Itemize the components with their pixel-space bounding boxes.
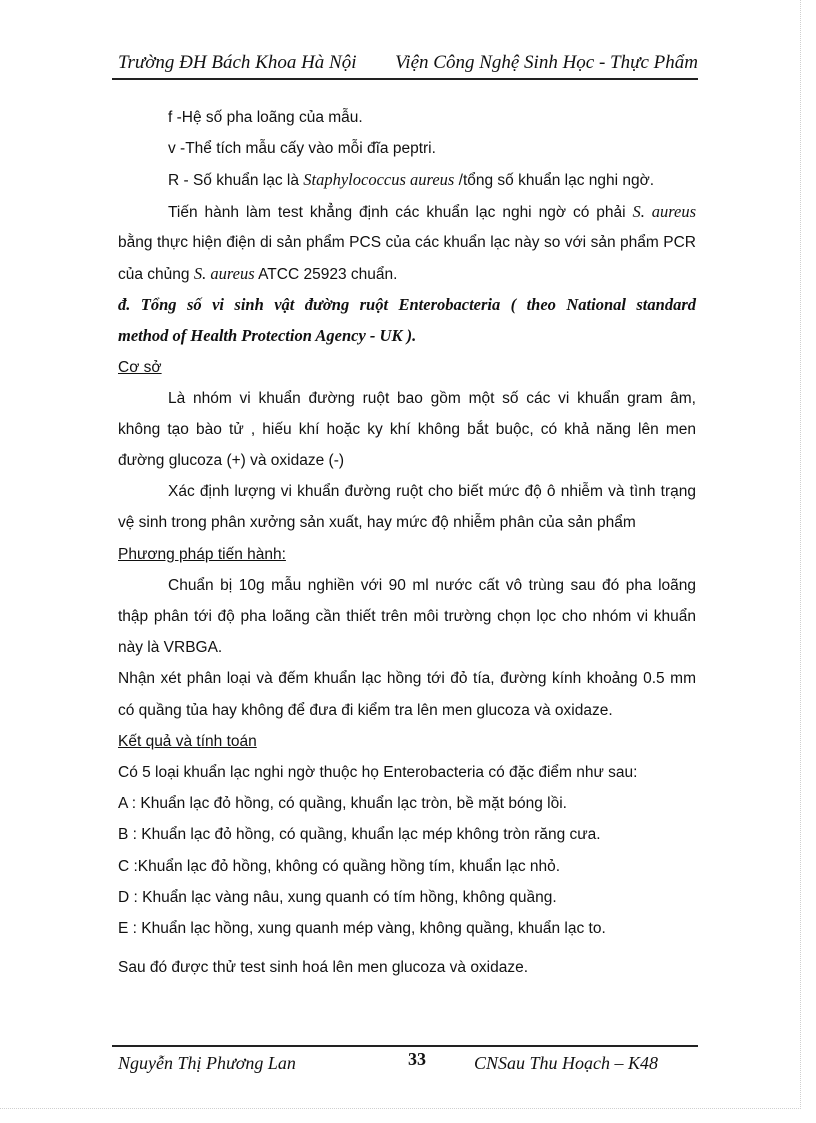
text-line: Xác định lượng vi khuẩn đường ruột cho biết mức độ ô nhiễm và tình trạng bbox=[168, 483, 696, 501]
text-line: có quầng tủa hay không để đưa đi kiểm tra lên men glucoza và oxidaze. bbox=[118, 701, 613, 719]
page-number: 33 bbox=[408, 1049, 426, 1069]
list-item: E : Khuẩn lạc hồng, xung quanh mép vàng, không quầng, khuẩn lạc to. bbox=[118, 919, 606, 937]
header-school: Trường ĐH Bách Khoa Hà Nội bbox=[118, 52, 357, 73]
document-body bbox=[118, 102, 696, 983]
footer-course: CNSau Thu Hoạch – K48 bbox=[474, 1053, 659, 1073]
text-line: Sau đó được thử test sinh hoá lên men glucoza và oxidaze. bbox=[118, 959, 529, 977]
text-line: Nhận xét phân loại và đếm khuẩn lạc hồng tới đỏ tía, đường kính khoảng 0.5 mm bbox=[118, 670, 696, 688]
list-item: C :Khuẩn lạc đỏ hồng, không có quầng hồng tím, khuẩn lạc nhỏ. bbox=[118, 857, 561, 875]
list-item: D : Khuẩn lạc vàng nâu, xung quanh có tím hồng, không quầng. bbox=[118, 888, 557, 906]
page-header bbox=[112, 48, 698, 80]
section-title: method of Health Protection Agency - UK ). bbox=[118, 326, 417, 346]
text-line: đường glucoza (+) và oxidaze (-) bbox=[118, 452, 345, 470]
text-line: v -Thể tích mẫu cấy vào mỗi đĩa peptri. bbox=[168, 140, 436, 158]
header-institute: Viện Công Nghệ Sinh Học - Thực Phẩm bbox=[395, 52, 698, 73]
text-line: Là nhóm vi khuẩn đường ruột bao gồm một số các vi khuẩn gram âm, bbox=[168, 389, 696, 407]
text-line: f -Hệ số pha loãng của mẫu. bbox=[168, 109, 363, 126]
text-line: Tiến hành làm test khẳng định các khuẩn lạc nghi ngờ có phải S. aureus bbox=[168, 201, 696, 221]
text-line: thập phân tới độ pha loãng cần thiết trên môi trường chọn lọc cho nhóm vi khuẩn bbox=[118, 608, 696, 625]
text-line: R - Số khuẩn lạc là Staphylococcus aureus /tổng số khuẩn lạc nghi ngờ. bbox=[168, 170, 655, 190]
text-line: Chuẩn bị 10g mẫu nghiền với 90 ml nước cất vô trùng sau đó pha loãng bbox=[168, 576, 696, 594]
subheading-co-so: Cơ sở bbox=[118, 358, 162, 376]
list-item: A : Khuẩn lạc đỏ hồng, có quầng, khuẩn lạc tròn, bề mặt bóng lồi. bbox=[118, 795, 567, 813]
text-line: của chủng S. aureus ATCC 25923 chuẩn. bbox=[118, 263, 398, 283]
list-item: B : Khuẩn lạc đỏ hồng, có quầng, khuẩn lạc mép không tròn răng cưa. bbox=[118, 826, 601, 844]
text-line: bằng thực hiện điện di sản phẩm PCS của các khuẩn lạc này so với sản phẩm PCR bbox=[118, 233, 696, 251]
text-line: vệ sinh trong phân xưởng sản xuất, hay mức độ nhiễm phân của sản phẩm bbox=[118, 514, 636, 532]
page-footer bbox=[112, 1045, 698, 1079]
footer-author: Nguyễn Thị Phương Lan bbox=[118, 1053, 296, 1073]
subheading-phuong-phap: Phương pháp tiến hành: bbox=[118, 545, 286, 563]
text-line: Có 5 loại khuẩn lạc nghi ngờ thuộc họ Enterobacteria có đặc điểm như sau: bbox=[118, 763, 638, 781]
text-line: này là VRBGA. bbox=[118, 639, 223, 657]
section-title: đ. Tổng số vi sinh vật đường ruột Enterobacteria ( theo National standard bbox=[118, 295, 696, 315]
text-line: không tạo bào tử , hiếu khí hoặc ky khí không bắt buộc, có khả năng lên men bbox=[118, 420, 696, 438]
subheading-ket-qua: Kết quả và tính toán bbox=[118, 732, 257, 750]
